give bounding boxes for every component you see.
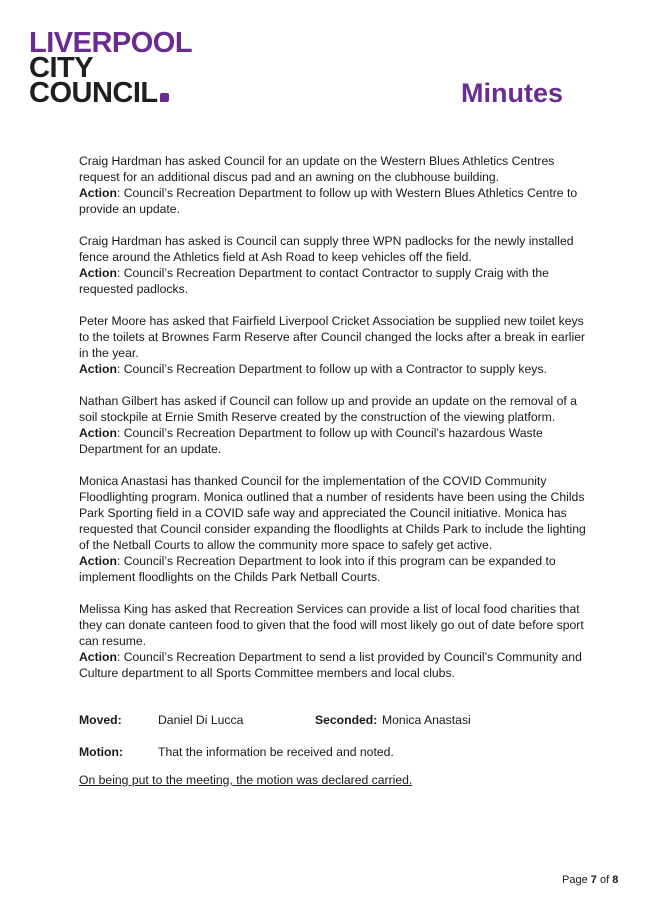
item-text: Monica Anastasi has thanked Council for the implementation of the COVID Community Floodlighting program. Monica outlined that a number of residents have been using the Childs Park Sporting field in a COVID safe way and appreciated the Council initiative. Monica has requested that Council consider expanding the floodlights at Childs Park to include the lighting of the Netball Courts to allow the community more space to safely get active. — [79, 474, 586, 552]
page-footer — [562, 874, 618, 886]
action-text: : Council’s Recreation Department to follow up with Western Blues Athletics Centre to provide an update. — [79, 186, 578, 216]
logo-line-1: LIVERPOOL — [29, 27, 193, 59]
minute-item — [79, 393, 594, 457]
action-label: Action — [79, 554, 117, 568]
item-text: Craig Hardman has asked Council for an update on the Western Blues Athletics Centres request for an additional discus pad and an awning on the clubhouse building. — [79, 154, 555, 184]
page-label: Page — [562, 874, 588, 886]
action-label: Action — [79, 426, 117, 440]
of-label: of — [599, 874, 610, 886]
page-total: 8 — [612, 874, 619, 886]
item-action — [79, 553, 594, 585]
minute-item — [79, 313, 594, 377]
minute-item — [79, 233, 594, 297]
action-text: : Council’s Recreation Department to follow up with a Contractor to supply keys. — [116, 362, 547, 376]
action-text: : Council’s Recreation Department to look into if this program can be expanded to implement floodlights on the Childs Park Netball Courts. — [79, 554, 556, 584]
minute-item — [79, 473, 594, 585]
item-text: Melissa King has asked that Recreation Services can provide a list of local food charities that they can donate canteen food to given that the food will most likely go out of date before sport can resume. — [79, 602, 584, 648]
logo-line-3-wrap — [29, 77, 192, 109]
action-label: Action — [79, 266, 117, 280]
item-text: Craig Hardman has asked is Council can supply three WPN padlocks for the newly installed fence around the Athletics field at Ash Road to keep vehicles off the field. — [79, 234, 574, 264]
logo-mark-icon — [160, 93, 169, 102]
item-text: Nathan Gilbert has asked if Council can follow up and provide an update on the removal of a soil stockpile at Ernie Smith Reserve created by the construction of the viewing platform. — [79, 394, 577, 424]
item-action — [79, 361, 594, 377]
minute-item — [79, 153, 594, 217]
document-title: Minutes — [461, 78, 564, 108]
action-label: Action — [79, 362, 117, 376]
item-text: Peter Moore has asked that Fairfield Liverpool Cricket Association be supplied new toilet keys to the toilets at Brownes Farm Reserve after Council changed the locks after a break in earlier in the year. — [79, 314, 586, 360]
page-current: 7 — [590, 874, 597, 886]
item-action — [79, 265, 594, 297]
logo-line-3: COUNCIL — [29, 77, 158, 109]
seconded-label: Seconded: — [315, 713, 378, 727]
council-logo — [29, 27, 193, 109]
action-label: Action — [79, 186, 117, 200]
item-action — [79, 425, 594, 457]
seconded-value: Monica Anastasi — [382, 713, 471, 727]
minutes-body — [79, 153, 594, 697]
motion-value: That the information be received and noted. — [158, 745, 394, 759]
item-action — [79, 185, 594, 217]
action-text: : Council’s Recreation Department to follow up with Council’s hazardous Waste Department for an update. — [79, 426, 543, 456]
action-text: : Council’s Recreation Department to contact Contractor to supply Craig with the requested padlocks. — [79, 266, 549, 296]
motion-carried-text: On being put to the meeting, the motion was declared carried. — [79, 773, 413, 787]
logo-line-2: CITY — [29, 52, 94, 84]
moved-value: Daniel Di Lucca — [158, 713, 244, 727]
action-text: : Council’s Recreation Department to send a list provided by Council’s Community and Culture department to all Sports Committee members and local clubs. — [79, 650, 582, 680]
item-action — [79, 649, 594, 681]
action-label: Action — [79, 650, 117, 664]
moved-label: Moved: — [79, 713, 122, 727]
minute-item — [79, 601, 594, 681]
motion-label: Motion: — [79, 745, 123, 759]
